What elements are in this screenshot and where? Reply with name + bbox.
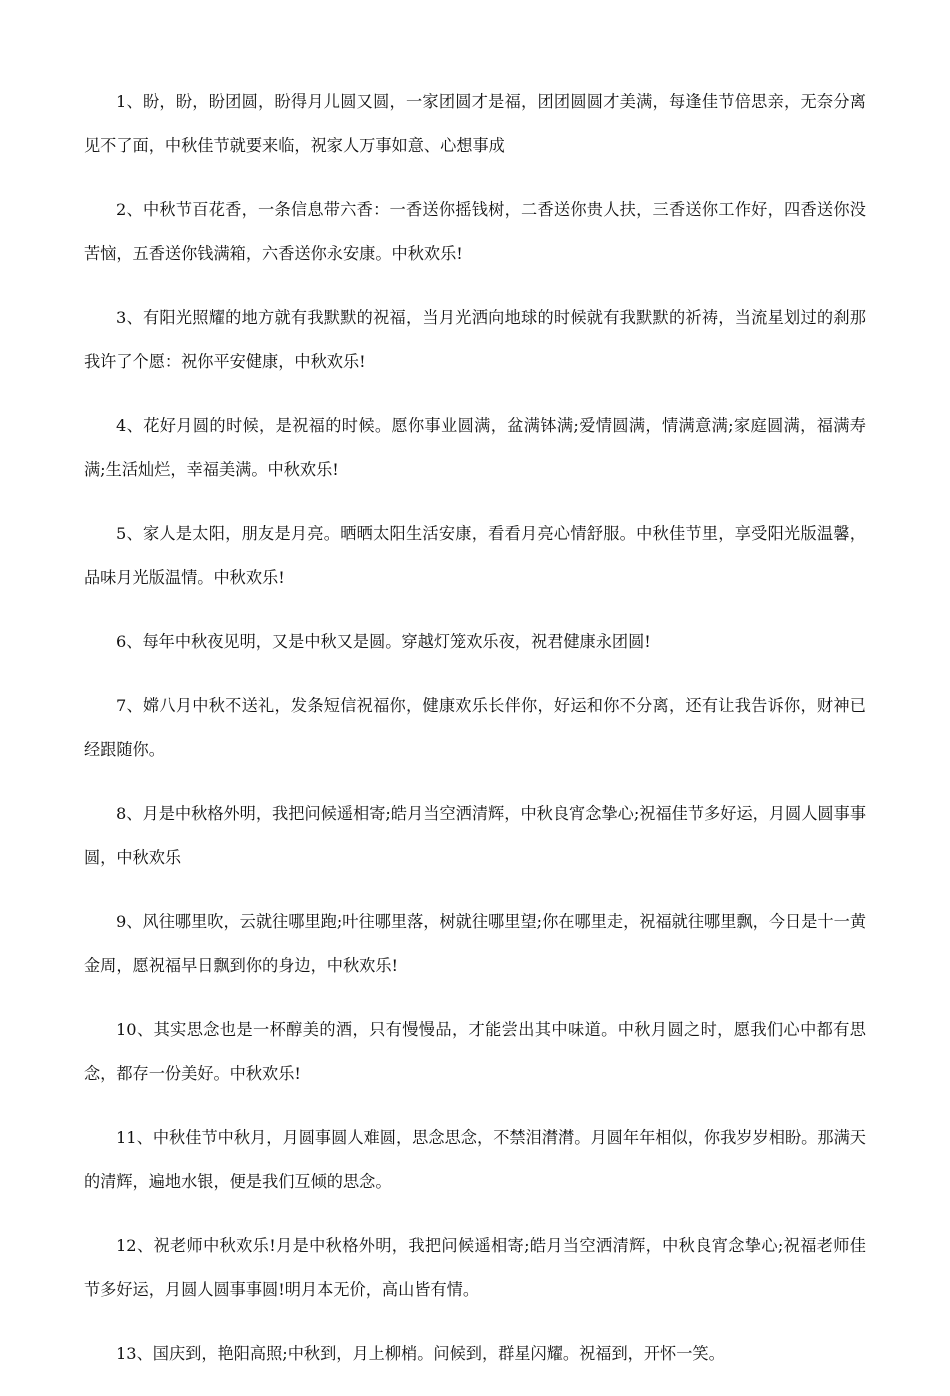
paragraph-9: 9、风往哪里吹，云就往哪里跑;叶往哪里落，树就往哪里望;你在哪里走，祝福就往哪里飘，今日是十一黄金周，愿祝福早日飘到你的身边，中秋欢乐! bbox=[84, 912, 866, 975]
paragraph-1: 1、盼，盼，盼团圆，盼得月儿圆又圆，一家团圆才是福，团团圆圆才美满，每逢佳节倍思亲，无奈分离见不了面，中秋佳节就要来临，祝家人万事如意、心想事成 bbox=[84, 92, 866, 155]
paragraph-7: 7、嫦八月中秋不送礼，发条短信祝福你，健康欢乐长伴你，好运和你不分离，还有让我告诉你，财神已经跟随你。 bbox=[84, 696, 866, 759]
paragraph-10: 10、其实思念也是一杯醇美的酒，只有慢慢品，才能尝出其中味道。中秋月圆之时，愿我们心中都有思念，都存一份美好。中秋欢乐! bbox=[84, 1020, 866, 1083]
paragraph-2: 2、中秋节百花香，一条信息带六香：一香送你摇钱树，二香送你贵人扶，三香送你工作好，四香送你没苦恼，五香送你钱满箱，六香送你永安康。中秋欢乐! bbox=[84, 200, 866, 263]
document-body bbox=[84, 80, 866, 1396]
paragraph-13: 13、国庆到，艳阳高照;中秋到，月上柳梢。问候到，群星闪耀。祝福到，开怀一笑。 bbox=[116, 1344, 725, 1363]
paragraph-5: 5、家人是太阳，朋友是月亮。晒晒太阳生活安康，看看月亮心情舒服。中秋佳节里，享受阳光版温馨，品味月光版温情。中秋欢乐! bbox=[84, 524, 866, 587]
paragraph-12: 12、祝老师中秋欢乐!月是中秋格外明，我把问候遥相寄;皓月当空洒清辉，中秋良宵念挚心;祝福老师佳节多好运，月圆人圆事事圆!明月本无价，高山皆有情。 bbox=[84, 1236, 866, 1299]
paragraph-8: 8、月是中秋格外明，我把问候遥相寄;皓月当空洒清辉，中秋良宵念挚心;祝福佳节多好运，月圆人圆事事圆，中秋欢乐 bbox=[84, 804, 866, 867]
paragraph-11: 11、中秋佳节中秋月，月圆事圆人难圆，思念思念，不禁泪潸潸。月圆年年相似，你我岁岁相盼。那满天的清辉，遍地水银，便是我们互倾的思念。 bbox=[84, 1128, 866, 1191]
paragraph-4: 4、花好月圆的时候，是祝福的时候。愿你事业圆满，盆满钵满;爱情圆满，情满意满;家庭圆满，福满寿满;生活灿烂，幸福美满。中秋欢乐! bbox=[84, 416, 866, 479]
paragraph-6: 6、每年中秋夜见明，又是中秋又是圆。穿越灯笼欢乐夜，祝君健康永团圆! bbox=[116, 632, 651, 651]
paragraph-3: 3、有阳光照耀的地方就有我默默的祝福，当月光洒向地球的时候就有我默默的祈祷，当流星划过的刹那我许了个愿：祝你平安健康，中秋欢乐! bbox=[84, 308, 866, 371]
